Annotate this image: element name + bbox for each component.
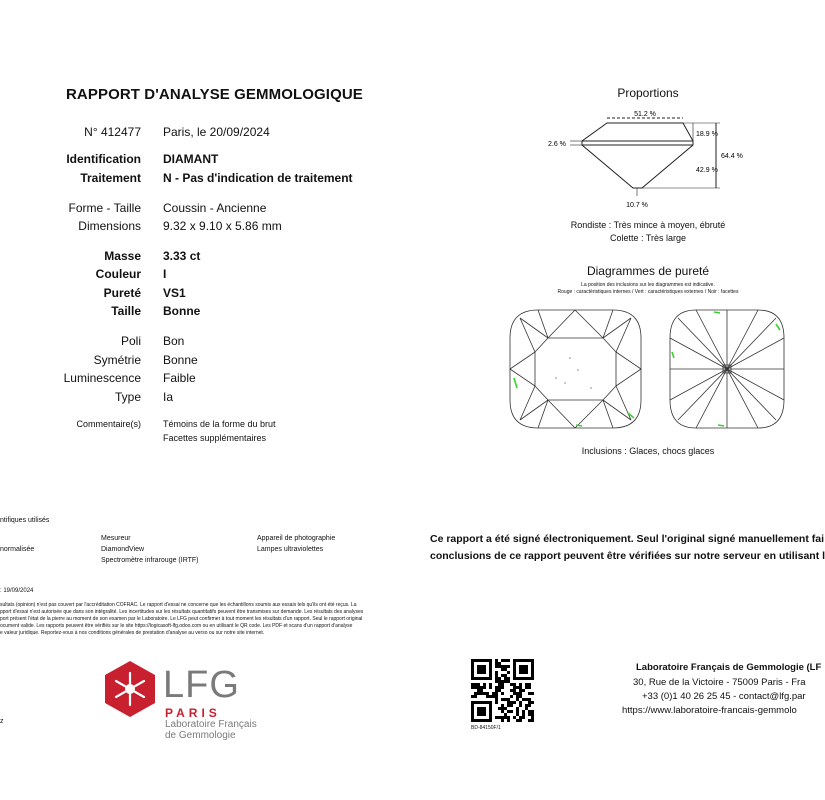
- field-label-identification: Identification: [66, 152, 141, 166]
- instrument-item: Spectromètre infrarouge (IRTF): [101, 557, 199, 564]
- field-label-luminescence: Luminescence: [63, 371, 141, 385]
- instrument-item: Mesureur: [101, 535, 131, 542]
- field-value-poli: Bon: [163, 334, 185, 348]
- legal-line: sultats (opinion) n'est pas couvert par l'accréditation COFRAC. Le rapport d'essai ne concerne que les échantillons soumis aux essais tels qu'ils ont été reçus. La: [0, 602, 357, 608]
- signature-line-2: conclusions de ce rapport peuvent être vérifiées sur notre serveur en utilisant l: [430, 550, 825, 562]
- field-value-couleur: I: [163, 267, 167, 281]
- field-value-purete: VS1: [163, 286, 186, 300]
- culet-description: Colette : Très large: [609, 233, 687, 243]
- instrument-item: normalisée: [0, 546, 35, 553]
- field-label-type: Type: [114, 390, 141, 404]
- crown-outline: [510, 310, 641, 428]
- instrument-item: Lampes ultraviolettes: [257, 546, 324, 553]
- instruments-title: ntifiques utilisés: [0, 517, 50, 524]
- lfg-logo-subtitle-2: de Gemmologie: [165, 730, 236, 741]
- field-label-symetrie: Symétrie: [93, 353, 141, 367]
- external-mark: [718, 425, 724, 426]
- margin-mark: z: [0, 718, 4, 725]
- crown-facet: [538, 310, 548, 338]
- field-value-forme-taille: Coussin - Ancienne: [163, 201, 267, 215]
- instrument-item: Appareil de photographie: [257, 535, 336, 542]
- crown-facet: [510, 369, 535, 386]
- report-number: N° 412477: [84, 125, 141, 139]
- comment-line-1: Témoins de la forme du brut: [163, 419, 276, 429]
- field-value-identification: DIAMANT: [163, 152, 219, 166]
- analysis-date: : 19/09/2024: [0, 588, 34, 594]
- crown-facet: [548, 400, 575, 428]
- report-place-date: Paris, le 20/09/2024: [163, 125, 270, 139]
- proportions-title: Proportions: [617, 86, 679, 100]
- field-label-traitement: Traitement: [80, 171, 141, 185]
- field-label-taille: Taille: [111, 304, 141, 318]
- culet-percent: 10.7 %: [626, 202, 648, 209]
- inclusion-mark: [564, 382, 566, 384]
- crown-facet: [548, 310, 575, 338]
- girdle-percent: 2.6 %: [548, 141, 566, 148]
- lfg-logo-subtitle-1: Laboratoire Français: [165, 719, 257, 730]
- clarity-note-position: La position des inclusions sur les diagrammes est indicative.: [581, 282, 715, 288]
- laboratory-address-block: [580, 662, 822, 716]
- inclusion-mark: [590, 387, 592, 389]
- pavilion-percent: 42.9 %: [696, 167, 718, 174]
- external-mark: [776, 324, 780, 330]
- field-value-type: Ia: [163, 390, 174, 404]
- inclusion-mark: [569, 357, 571, 359]
- laboratory-address: 30, Rue de la Victoire - 75009 Paris - Fra: [633, 677, 806, 688]
- inclusion-mark: [577, 369, 579, 371]
- field-value-masse: 3.33 ct: [163, 249, 201, 263]
- inclusion-mark: [555, 377, 557, 379]
- legal-text: [0, 602, 400, 637]
- comments-label: Commentaire(s): [76, 419, 141, 429]
- clarity-diagram-crown: [508, 308, 643, 430]
- legal-line: pport d'essai n'est autorisée que dans son intégralité. Les incertitudes sur les résultats quantitatifs peuvent être transmises sur demande. Les résultats des analyses: [0, 609, 364, 615]
- lfg-logo-hexagon: [102, 659, 158, 719]
- signature-line-1: Ce rapport a été signé électroniquement. Seul l'original signé manuellement fai: [430, 533, 825, 545]
- crown-facet: [575, 310, 603, 338]
- inclusions-description: Inclusions : Glaces, chocs glaces: [581, 446, 715, 456]
- field-label-dimensions: Dimensions: [78, 219, 141, 233]
- table-percent: 51.2 %: [634, 111, 656, 118]
- laboratory-contact: +33 (0)1 40 26 25 45 - contact@lfg.par: [642, 691, 806, 702]
- diamond-profile-outline: [582, 123, 693, 188]
- instrument-item: DiamondView: [101, 546, 145, 553]
- field-value-dimensions: 9.32 x 9.10 x 5.86 mm: [163, 219, 282, 233]
- crown-facet: [603, 400, 613, 428]
- external-mark: [714, 312, 720, 313]
- external-mark: [514, 378, 517, 388]
- field-label-poli: Poli: [120, 334, 141, 348]
- field-value-taille: Bonne: [163, 304, 201, 318]
- crown-table: [535, 338, 616, 400]
- legal-line: e valeur juridique. Reportez-vous à nos conditions générales de prestation d'analyse au verso ou sur notre site internet.: [0, 630, 265, 636]
- signature-notice: [430, 533, 825, 562]
- depth-percent: 64.4 %: [721, 153, 743, 160]
- field-label-masse: Masse: [104, 249, 141, 263]
- verification-qr-code[interactable]: [471, 659, 534, 722]
- field-label-forme-taille: Forme - Taille: [68, 201, 141, 215]
- crown-facet: [575, 400, 603, 428]
- clarity-diagram-pavilion: [668, 308, 786, 430]
- crown-facet: [616, 369, 641, 386]
- legal-line: port présent l'état de la pierre au moment de son examen par le Laboratoire. Le LFG peut confirmer à tout moment les résultats d'un rapport. Seul le rapport original: [0, 616, 363, 622]
- legal-line: ocument valide. Les rapports peuvent être vérifiés sur le site https://logicasoft-lfg.odoo.com ou en utilisant le QR code. Les PDF et scans d'un rapport d'analyse: [0, 623, 353, 629]
- external-mark: [576, 425, 582, 426]
- report-title: RAPPORT D'ANALYSE GEMMOLOGIQUE: [66, 86, 363, 103]
- crown-facet: [616, 352, 641, 369]
- crown-percent: 18.9 %: [696, 131, 718, 138]
- laboratory-name: Laboratoire Français de Gemmologie (LF: [636, 662, 822, 673]
- clarity-title: Diagrammes de pureté: [586, 264, 710, 278]
- crown-facet: [603, 310, 613, 338]
- girdle-description: Rondiste : Très mince à moyen, ébruté: [570, 220, 726, 230]
- external-mark: [672, 352, 674, 358]
- qr-code-label: BD-84150F/1: [471, 725, 501, 731]
- field-value-traitement: N - Pas d'indication de traitement: [163, 171, 353, 185]
- comment-line-2: Facettes supplémentaires: [163, 433, 267, 443]
- field-label-purete: Pureté: [103, 286, 141, 300]
- field-label-couleur: Couleur: [95, 267, 141, 281]
- proportions-diagram: [540, 104, 760, 214]
- field-value-symetrie: Bonne: [163, 353, 198, 367]
- clarity-note-legend: Rouge : caractéristiques internes / Vert : caractéristiques externes / Noir : facettes: [557, 289, 739, 295]
- field-value-luminescence: Faible: [163, 371, 196, 385]
- lfg-logo-text: LFG: [163, 664, 240, 706]
- laboratory-website[interactable]: https://www.laboratoire-francais-gemmolo: [622, 705, 797, 716]
- lfg-logo-city: PARIS: [165, 706, 221, 720]
- crown-facet: [510, 352, 535, 369]
- crown-facet: [538, 400, 548, 428]
